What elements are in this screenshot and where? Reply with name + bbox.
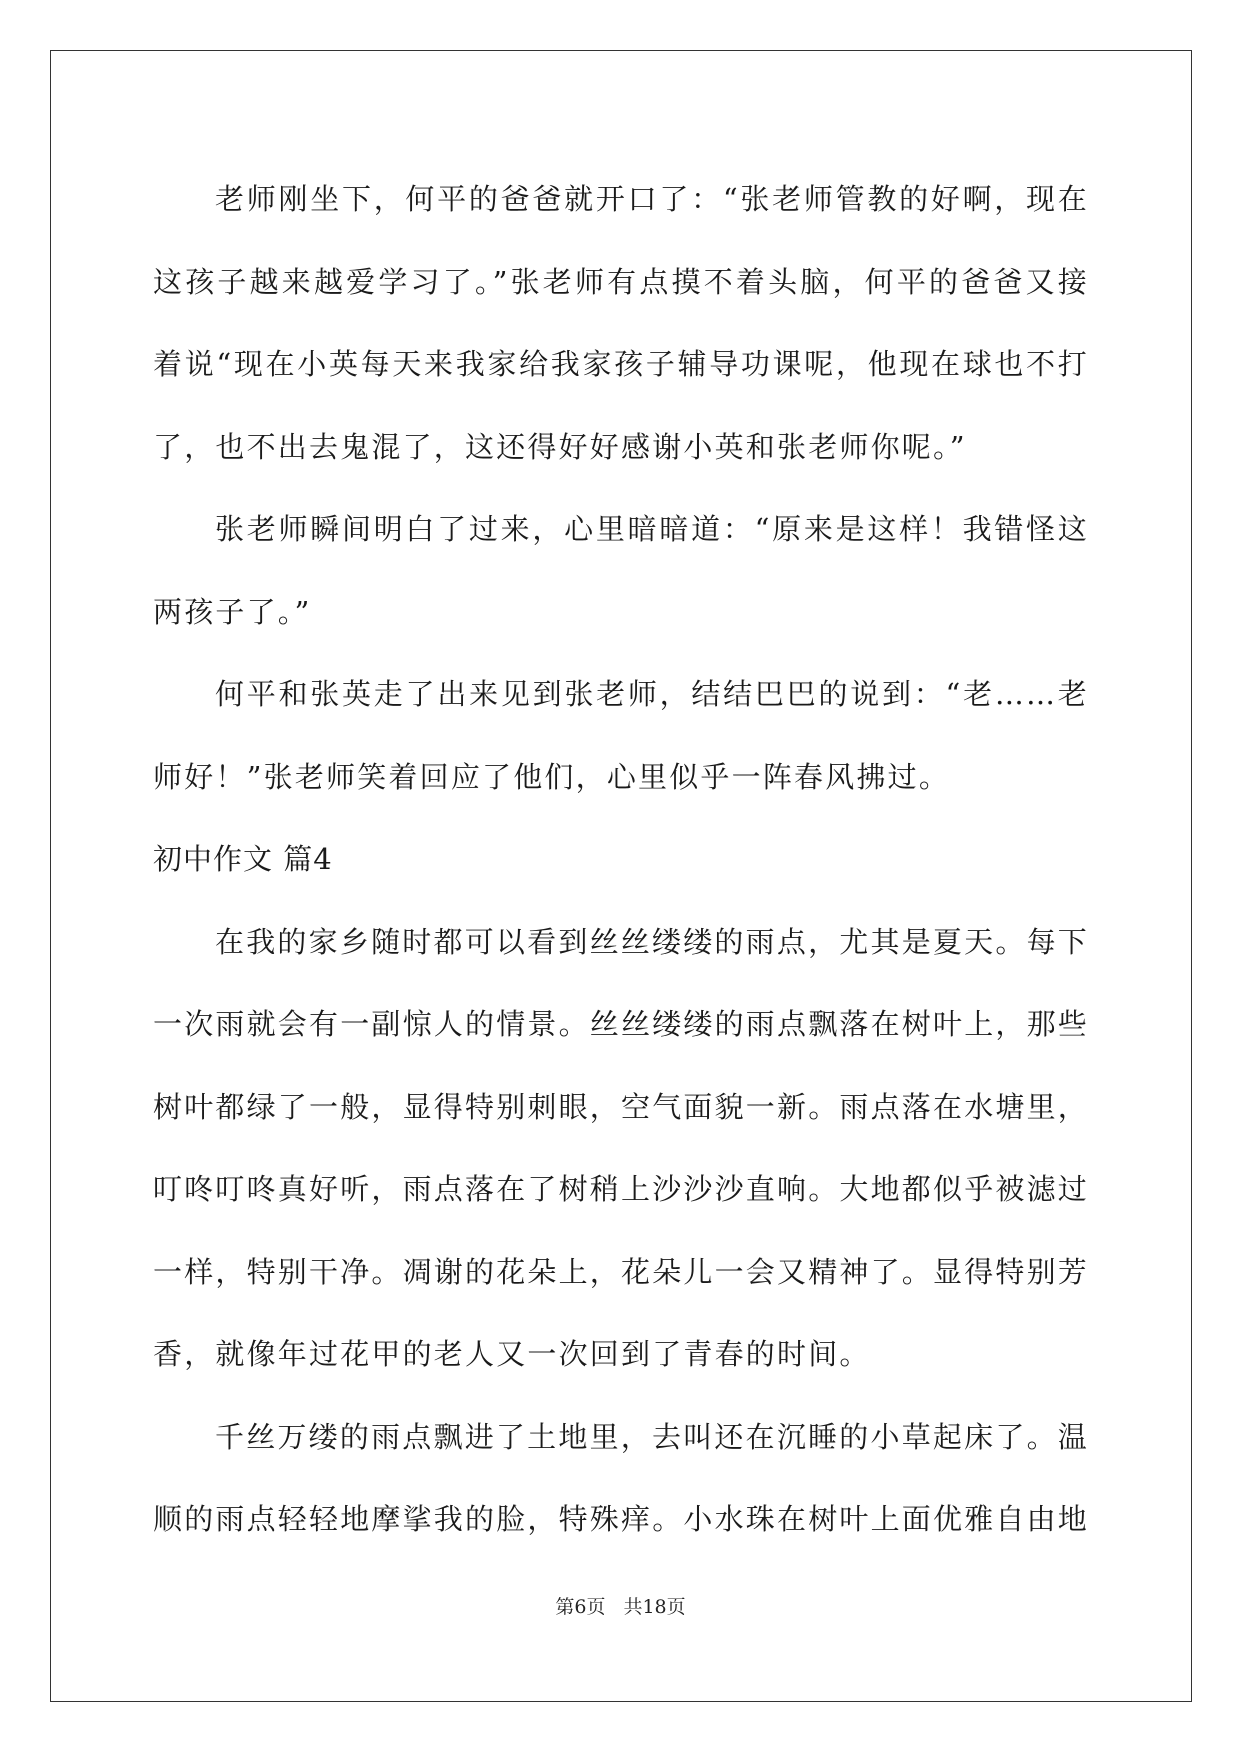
page-footer bbox=[0, 1592, 1241, 1619]
paragraph-3: 何平和张英走了出来见到张老师，结结巴巴的说到：“老……老师好！”张老师笑着回应了他们，心里似乎一阵春风拂过。 bbox=[153, 677, 1089, 794]
section-paragraph-2: 千丝万缕的雨点飘进了土地里，去叫还在沉睡的小草起床了。温顺的雨点轻轻地摩挲我的脸，特殊痒。小水珠在树叶上面优雅自由地 bbox=[153, 1419, 1090, 1536]
page-number: 第6页 bbox=[555, 1596, 606, 1618]
document-body bbox=[153, 158, 1089, 1561]
section-paragraph-1: 在我的家乡随时都可以看到丝丝缕缕的雨点，尤其是夏天。每下一次雨就会有一副惊人的情景。丝丝缕缕的雨点飘落在树叶上，那些树叶都绿了一般，显得特别刺眼，空气面貌一新。雨点落在水塘里，叮咚叮咚真好听，雨点落在了树稍上沙沙沙直响。大地都似乎被滤过一样，特别干净。凋谢的花朵上，花朵儿一会又精神了。显得特别芳香，就像年过花甲的老人又一次回到了青春的时间。 bbox=[153, 924, 1090, 1371]
section-heading: 初中作文 篇4 bbox=[153, 842, 333, 876]
paragraph-1: 老师刚坐下，何平的爸爸就开口了：“张老师管教的好啊，现在这孩子越来越爱学习了。”张老师有点摸不着头脑，何平的爸爸又接着说“现在小英每天来我家给我家孩子辅导功课呢，他现在球也不打了，也不出去鬼混了，这还得好好感谢小英和张老师你呢。” bbox=[153, 182, 1089, 464]
paragraph-2: 张老师瞬间明白了过来，心里暗暗道：“原来是这样！我错怪这两孩子了。” bbox=[153, 512, 1089, 629]
page-total: 共18页 bbox=[623, 1596, 686, 1618]
